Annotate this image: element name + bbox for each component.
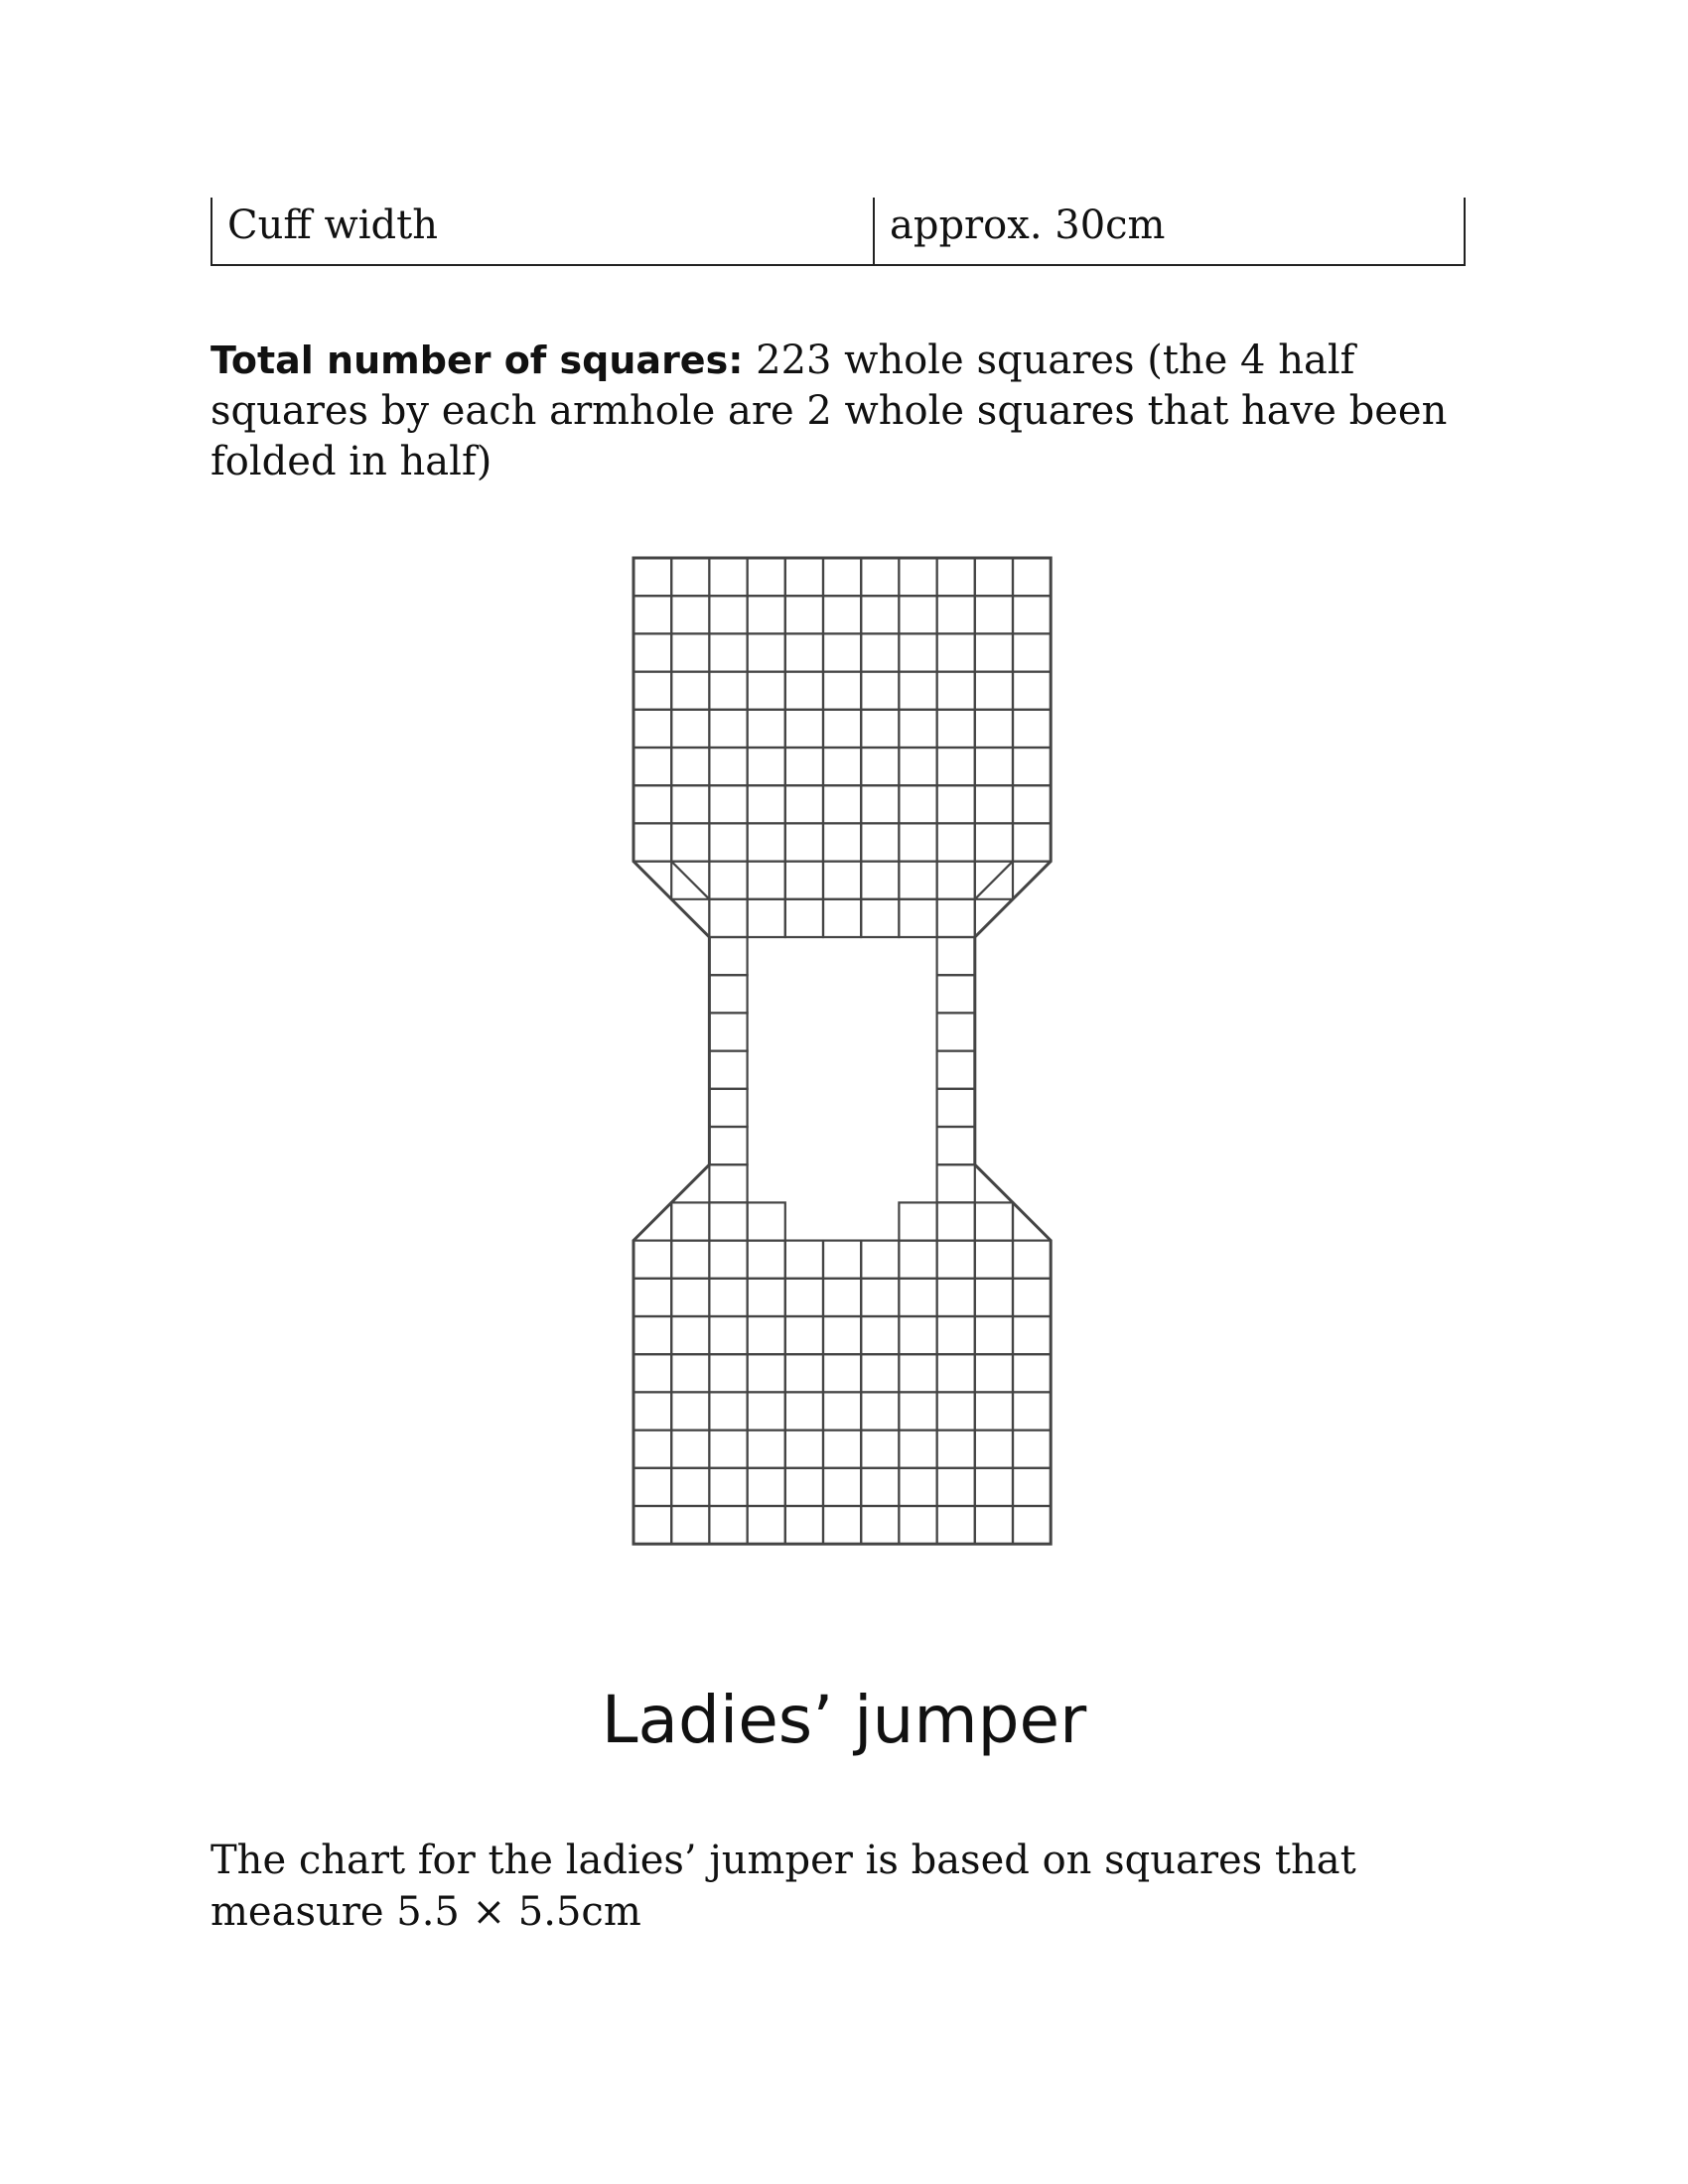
upper-taper-square [785,899,823,937]
upper-panel-square [975,596,1013,633]
upper-panel-square [823,785,861,823]
lower-panel-square [899,1279,936,1316]
lower-panel-square [975,1468,1013,1506]
jumper-square-diagram [616,546,1072,1598]
section-body-text: The chart for the ladies’ jumper is based on squares that measure 5.5 × 5.5cm [211,1838,1356,1935]
lower-panel-square [975,1241,1013,1279]
lower-taper-square [748,1202,785,1240]
lower-panel-square [1013,1392,1051,1430]
upper-taper-square [748,862,785,899]
lower-panel-square [671,1316,709,1354]
lower-panel-square [937,1431,975,1468]
upper-panel-square [1013,672,1051,710]
upper-panel-square [671,710,709,748]
total-squares-paragraph [211,336,1491,487]
lower-taper-square [709,1164,747,1202]
lower-panel-square [633,1468,671,1506]
lower-panel-square [671,1354,709,1392]
upper-panel-square [709,710,747,748]
lower-panel-square [861,1468,899,1506]
upper-panel-square [633,558,671,596]
side-strip-square [709,1089,747,1127]
lower-panel-square [709,1431,747,1468]
upper-panel-square [671,748,709,785]
upper-panel-square [1013,748,1051,785]
lower-panel-square [748,1468,785,1506]
upper-panel-square [823,748,861,785]
upper-panel-square [937,672,975,710]
upper-panel-square [899,672,936,710]
lower-taper-square [709,1202,747,1240]
upper-panel-square [785,596,823,633]
upper-panel-square [709,596,747,633]
upper-panel-square [709,823,747,861]
lower-panel-square [1013,1316,1051,1354]
upper-panel-square [709,558,747,596]
lower-panel-square [975,1279,1013,1316]
upper-panel-square [899,710,936,748]
lower-panel-square [785,1468,823,1506]
lower-panel-square [937,1316,975,1354]
upper-panel-square [1013,823,1051,861]
lower-panel-square [861,1241,899,1279]
lower-panel-square [823,1279,861,1316]
lower-panel-square [861,1506,899,1544]
lower-panel-square [937,1506,975,1544]
upper-panel-square [975,558,1013,596]
lower-panel-square [785,1241,823,1279]
lower-panel-square [861,1316,899,1354]
upper-panel-square [861,596,899,633]
upper-panel-square [937,633,975,671]
lower-panel-square [899,1392,936,1430]
lower-panel-square [671,1392,709,1430]
lower-panel-square [748,1279,785,1316]
upper-panel-square [671,823,709,861]
lower-panel-square [823,1468,861,1506]
upper-panel-square [785,785,823,823]
upper-taper-square [861,862,899,899]
upper-panel-square [861,785,899,823]
lower-panel-square [1013,1431,1051,1468]
lower-panel-square [633,1354,671,1392]
lower-panel-square [823,1431,861,1468]
upper-panel-square [633,672,671,710]
lower-panel-square [823,1316,861,1354]
lower-panel-square [823,1506,861,1544]
lower-panel-square [748,1431,785,1468]
upper-panel-square [975,748,1013,785]
upper-taper-square [785,862,823,899]
upper-panel-square [785,672,823,710]
upper-panel-square [785,748,823,785]
armhole-half-square-edge [671,862,709,899]
lower-panel-square [671,1279,709,1316]
lower-panel-square [937,1392,975,1430]
lower-panel-square [709,1241,747,1279]
lower-panel-square [633,1279,671,1316]
upper-panel-square [785,823,823,861]
side-strip-square [709,1051,747,1089]
lower-taper-square [937,1164,975,1202]
upper-panel-square [633,748,671,785]
upper-panel-square [748,823,785,861]
lower-panel-square [748,1241,785,1279]
lower-panel-square [748,1506,785,1544]
upper-taper-square [899,899,936,937]
lower-panel-square [937,1468,975,1506]
upper-taper-square [937,862,975,899]
upper-panel-square [823,558,861,596]
upper-panel-square [709,672,747,710]
upper-panel-square [861,710,899,748]
lower-panel-square [785,1279,823,1316]
side-strip-square [937,1013,975,1050]
side-strip-square [709,1127,747,1164]
upper-panel-square [823,633,861,671]
side-strip-square [709,937,747,975]
upper-taper-square [823,862,861,899]
upper-panel-square [975,710,1013,748]
lower-panel-square [671,1468,709,1506]
upper-panel-square [861,558,899,596]
lower-panel-square [1013,1241,1051,1279]
upper-panel-square [748,558,785,596]
upper-taper-square [748,899,785,937]
upper-panel-square [937,710,975,748]
upper-panel-square [861,633,899,671]
side-strip-square [937,1089,975,1127]
upper-panel-square [671,596,709,633]
lower-panel-square [633,1392,671,1430]
upper-panel-square [785,710,823,748]
upper-panel-square [823,823,861,861]
upper-panel-square [937,785,975,823]
section-title: Ladies’ jumper [601,1682,1087,1758]
lower-panel-square [899,1468,936,1506]
upper-panel-square [975,633,1013,671]
lower-panel-square [975,1506,1013,1544]
lower-panel-square [937,1241,975,1279]
upper-taper-square [709,899,747,937]
measurement-table [211,198,1466,266]
upper-taper-square [861,899,899,937]
upper-panel-square [1013,785,1051,823]
upper-panel-square [899,558,936,596]
lower-panel-square [1013,1506,1051,1544]
lower-panel-square [671,1506,709,1544]
lower-panel-square [709,1279,747,1316]
lower-panel-square [899,1241,936,1279]
lower-panel-square [633,1316,671,1354]
lower-panel-square [975,1392,1013,1430]
lower-panel-square [671,1431,709,1468]
lower-panel-square [1013,1468,1051,1506]
lower-panel-square [975,1354,1013,1392]
upper-panel-square [671,785,709,823]
lower-panel-square [671,1241,709,1279]
upper-panel-square [899,633,936,671]
measurement-label: Cuff width [211,198,874,265]
side-strip-square [937,1127,975,1164]
lower-panel-square [1013,1279,1051,1316]
lower-panel-square [899,1354,936,1392]
upper-taper-square [709,862,747,899]
lower-taper-square [975,1202,1013,1240]
lower-panel-square [1013,1354,1051,1392]
upper-panel-square [671,672,709,710]
lower-panel-square [861,1279,899,1316]
lower-panel-square [709,1316,747,1354]
jumper-outline [633,558,1051,1544]
upper-panel-square [975,785,1013,823]
lower-panel-square [748,1392,785,1430]
lower-panel-square [785,1431,823,1468]
upper-panel-square [937,558,975,596]
lower-panel-square [823,1354,861,1392]
upper-panel-square [899,785,936,823]
upper-panel-square [1013,596,1051,633]
upper-panel-square [1013,558,1051,596]
upper-panel-square [937,823,975,861]
upper-panel-square [671,633,709,671]
lower-panel-square [748,1354,785,1392]
lower-panel-square [785,1354,823,1392]
upper-panel-square [709,785,747,823]
upper-panel-square [633,710,671,748]
lower-panel-square [748,1316,785,1354]
upper-panel-square [937,748,975,785]
lower-panel-square [937,1279,975,1316]
upper-panel-square [937,596,975,633]
total-squares-text: 223 whole squares (the 4 half squares by each armhole are 2 whole squares that have been folded in half) [211,338,1448,484]
upper-panel-square [671,558,709,596]
upper-panel-square [899,748,936,785]
upper-panel-square [785,633,823,671]
lower-panel-square [709,1506,747,1544]
side-strip-square [709,975,747,1013]
upper-panel-square [823,672,861,710]
lower-panel-square [785,1316,823,1354]
upper-panel-square [823,710,861,748]
total-squares-lead: Total number of squares: [211,339,744,382]
lower-panel-square [709,1392,747,1430]
lower-panel-square [785,1506,823,1544]
lower-panel-square [633,1241,671,1279]
lower-panel-square [861,1354,899,1392]
lower-panel-square [823,1241,861,1279]
upper-taper-square [899,862,936,899]
lower-panel-square [899,1431,936,1468]
lower-panel-square [937,1354,975,1392]
upper-panel-square [748,710,785,748]
lower-panel-square [633,1506,671,1544]
lower-panel-square [861,1431,899,1468]
lower-panel-square [709,1468,747,1506]
lower-panel-square [899,1316,936,1354]
upper-panel-square [861,672,899,710]
upper-panel-square [633,596,671,633]
lower-panel-square [785,1392,823,1430]
upper-panel-square [748,748,785,785]
upper-panel-square [1013,710,1051,748]
measurement-value: approx. 30cm [874,198,1465,265]
lower-taper-square [671,1202,709,1240]
side-strip-square [709,1013,747,1050]
upper-panel-square [748,785,785,823]
lower-panel-square [633,1431,671,1468]
upper-panel-square [975,823,1013,861]
upper-panel-square [748,672,785,710]
upper-panel-square [1013,633,1051,671]
upper-panel-square [785,558,823,596]
upper-panel-square [633,633,671,671]
armhole-half-square-edge [975,862,1013,899]
lower-panel-square [709,1354,747,1392]
lower-panel-square [861,1392,899,1430]
side-strip-square [937,975,975,1013]
jumper-square-grid [616,546,1072,1598]
upper-taper-square [937,899,975,937]
lower-panel-square [975,1431,1013,1468]
upper-panel-square [823,596,861,633]
upper-panel-square [633,823,671,861]
upper-panel-square [709,633,747,671]
lower-panel-square [975,1316,1013,1354]
upper-panel-square [748,633,785,671]
upper-panel-square [899,823,936,861]
lower-taper-square [899,1202,936,1240]
upper-panel-square [709,748,747,785]
upper-taper-square [823,899,861,937]
lower-panel-square [823,1392,861,1430]
table-row [211,198,1465,265]
upper-panel-square [861,823,899,861]
upper-panel-square [748,596,785,633]
side-strip-square [937,1051,975,1089]
upper-panel-square [975,672,1013,710]
side-strip-square [937,937,975,975]
upper-panel-square [633,785,671,823]
upper-panel-square [861,748,899,785]
upper-panel-square [899,596,936,633]
lower-panel-square [899,1506,936,1544]
lower-taper-square [937,1202,975,1240]
